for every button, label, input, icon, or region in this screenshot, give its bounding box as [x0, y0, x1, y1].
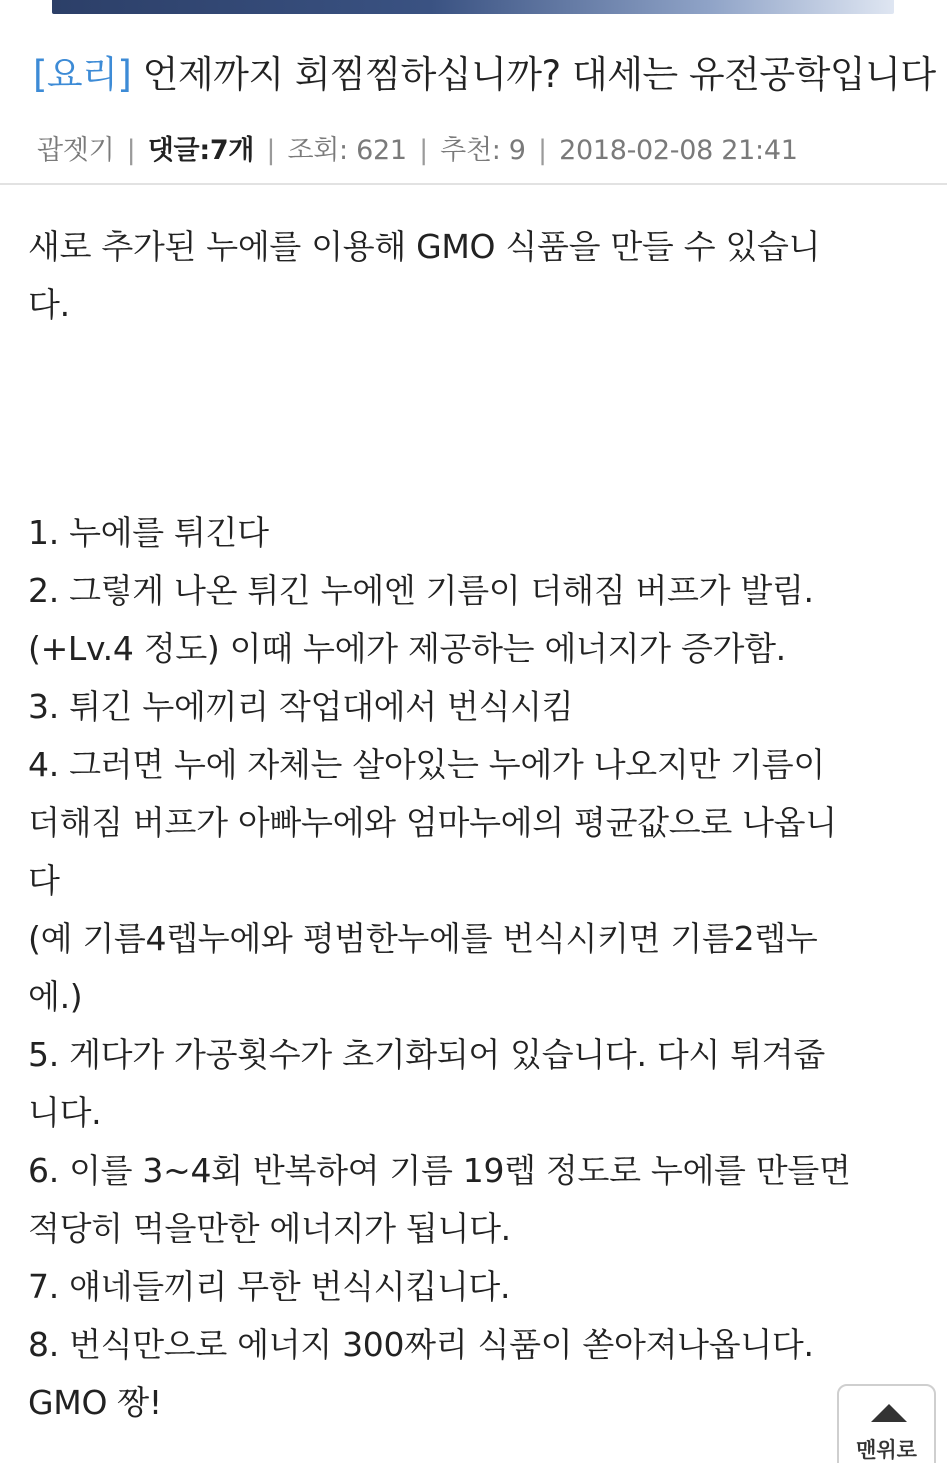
body-line: GMO 짱! — [28, 1383, 162, 1422]
post-datetime: 2018-02-08 21:41 — [559, 135, 798, 166]
arrow-up-icon — [871, 1404, 907, 1422]
meta-separator: | — [419, 135, 428, 166]
scroll-to-top-label: 맨위로 — [856, 1438, 917, 1462]
post-author[interactable]: 괍젯기 — [37, 135, 115, 166]
post-steps — [28, 504, 923, 1432]
body-line: 5. 게다가 가공횟수가 초기화되어 있습니다. 다시 튀겨줍 — [28, 1035, 825, 1074]
body-line: 4. 그러면 누에 자체는 살아있는 누에가 나오지만 기름이 — [28, 745, 825, 784]
body-line: 3. 튀긴 누에끼리 작업대에서 번식시킴 — [28, 687, 574, 726]
body-line: 8. 번식만으로 에너지 300짜리 식품이 쏟아져나옵니다. — [28, 1325, 814, 1364]
post-recommends: 추천: 9 — [440, 135, 526, 166]
post-views: 조회: 621 — [287, 135, 407, 166]
body-line: 니다. — [28, 1093, 102, 1132]
body-line: 적당히 먹을만한 에너지가 됩니다. — [28, 1209, 511, 1248]
scroll-to-top-button[interactable] — [837, 1384, 936, 1463]
post-intro — [28, 218, 923, 334]
body-line: 다. — [28, 285, 70, 324]
body-line: 1. 누에를 튀긴다 — [28, 513, 269, 552]
body-line: 에.) — [28, 977, 83, 1016]
body-line: 7. 얘네들끼리 무한 번식시킵니다. — [28, 1267, 511, 1306]
body-line: 새로 추가된 누에를 이용해 GMO 식품을 만들 수 있습니 — [28, 227, 821, 266]
post-title-text: 언제까지 회찜찜하십니까? 대세는 유전공학입니다 — [142, 53, 936, 96]
body-line: 2. 그렇게 나온 튀긴 누에엔 기름이 더해짐 버프가 발림. — [28, 571, 814, 610]
post-category[interactable]: [요리] — [33, 53, 132, 96]
body-line: 6. 이를 3~4회 반복하여 기름 19렙 정도로 누에를 만들면 — [28, 1151, 851, 1190]
post-body — [28, 218, 923, 1432]
body-line: 더해짐 버프가 아빠누에와 엄마누에의 평균값으로 나옵니 — [28, 803, 837, 842]
meta-separator: | — [266, 135, 276, 166]
top-banner-ad[interactable] — [52, 0, 894, 14]
comments-count[interactable]: 7개 — [209, 135, 255, 166]
post-meta — [37, 128, 798, 167]
body-line: (예 기름4렙누에와 평범한누에를 번식시키면 기름2렙누 — [28, 919, 818, 958]
post-header — [0, 14, 947, 185]
meta-separator: | — [537, 135, 547, 166]
post-title — [33, 44, 936, 98]
comments-label[interactable]: 댓글: — [147, 135, 210, 166]
body-line: 다 — [28, 861, 60, 900]
body-line: (+Lv.4 정도) 이때 누에가 제공하는 에너지가 증가함. — [28, 629, 786, 668]
meta-separator: | — [126, 135, 136, 166]
